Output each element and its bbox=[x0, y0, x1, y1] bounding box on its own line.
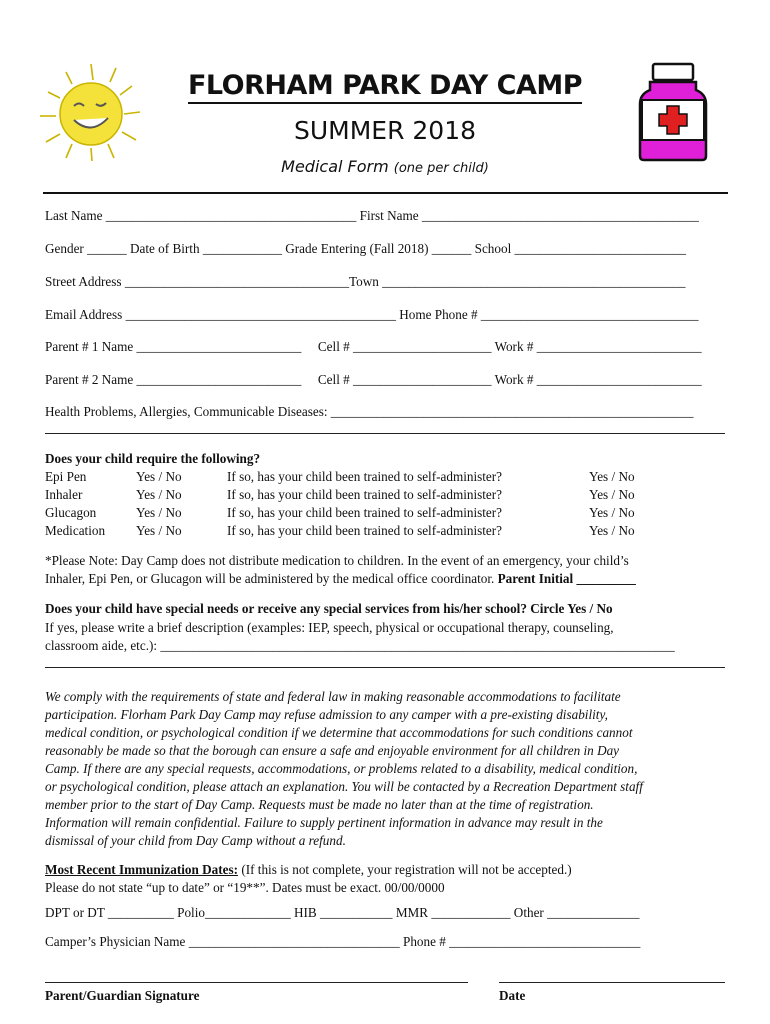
immunization-heading: Most Recent Immunization Dates: bbox=[45, 862, 239, 877]
medication-note-text: Inhaler, Epi Pen, or Glucagon will be administered by the medical office coordinator. bbox=[45, 571, 495, 586]
special-needs-line1: If yes, please write a brief description (examples: IEP, speech, physical or occupational therapy, counseling, bbox=[45, 620, 614, 635]
compliance-line: participation. Florham Park Day Camp may refuse admission to any camper with a pre-existing disability, bbox=[45, 707, 608, 722]
signature-label: Parent/Guardian Signature bbox=[45, 988, 200, 1003]
form-note: (one per child) bbox=[393, 161, 489, 176]
require-item-name: Epi Pen bbox=[45, 469, 87, 484]
compliance-line: medical condition, or psychological condition if we determine that accommodations for such conditions cannot bbox=[45, 725, 633, 740]
compliance-paragraph bbox=[45, 688, 643, 850]
date-line[interactable] bbox=[499, 982, 725, 983]
yes-no-choice[interactable]: Yes / No bbox=[136, 469, 182, 484]
date-label: Date bbox=[499, 988, 526, 1003]
compliance-line: or psychological condition, please attach an explanation. You will be contacted by a Recreation Department staff bbox=[45, 779, 643, 794]
gender-dob-school-fields[interactable]: Gender ______ Date of Birth ____________ Grade Entering (Fall 2018) ______ School __________________________ bbox=[45, 241, 686, 256]
name-fields[interactable]: Last Name ______________________________________ First Name __________________________________________ bbox=[45, 208, 699, 223]
require-heading: Does your child require the following? bbox=[45, 451, 261, 466]
yes-no-choice[interactable]: Yes / No bbox=[589, 505, 635, 520]
compliance-line: Information will remain confidential. Failure to supply pertinent information in advance may result in the bbox=[45, 815, 603, 830]
yes-no-choice[interactable]: Yes / No bbox=[589, 523, 635, 538]
immunization-heading-note: (If this is not complete, your registration will not be accepted.) bbox=[238, 862, 572, 877]
self-administer-question: If so, has your child been trained to self-administer? bbox=[227, 523, 503, 538]
yes-no-choice[interactable]: Yes / No bbox=[589, 469, 635, 484]
compliance-line: Camp. If there are any special requests, accommodations, or problems related to a disability, medical condition, bbox=[45, 761, 638, 776]
compliance-line: member prior to the start of Day Camp. Requests must be made no later than at the time of registration. bbox=[45, 797, 594, 812]
parent2-fields[interactable]: Parent # 2 Name _________________________ Cell # _____________________ Work # _________________________ bbox=[45, 372, 702, 387]
require-yes-no[interactable] bbox=[136, 468, 182, 540]
compliance-line: dismissal of your child from Day Camp without a refund. bbox=[45, 833, 346, 848]
physician-fields[interactable]: Camper’s Physician Name ________________________________ Phone # _____________________________ bbox=[45, 934, 641, 949]
compliance-line: We comply with the requirements of state and federal law in making reasonable accommodations to facilitate bbox=[45, 689, 621, 704]
require-item-name: Glucagon bbox=[45, 505, 97, 520]
yes-no-choice[interactable]: Yes / No bbox=[136, 523, 182, 538]
require-names bbox=[45, 468, 105, 540]
yes-no-choice[interactable]: Yes / No bbox=[136, 487, 182, 502]
immunization-date-fields[interactable]: DPT or DT __________ Polio_____________ HIB ___________ MMR ____________ Other ______________ bbox=[45, 905, 640, 920]
special-needs-heading: Does your child have special needs or receive any special services from his/her school? Circle Yes / No bbox=[45, 601, 613, 616]
self-administer-question: If so, has your child been trained to self-administer? bbox=[227, 487, 503, 502]
camp-title: FLORHAM PARK DAY CAMP bbox=[188, 70, 582, 104]
self-administer-question: If so, has your child been trained to self-administer? bbox=[227, 469, 503, 484]
special-needs-extra-line[interactable] bbox=[45, 667, 725, 668]
form-name-text: Medical Form bbox=[281, 157, 389, 176]
yes-no-choice[interactable]: Yes / No bbox=[589, 487, 635, 502]
address-fields[interactable]: Street Address __________________________________Town ______________________________________________ bbox=[45, 274, 686, 289]
self-administer-yes-no[interactable] bbox=[589, 468, 635, 540]
email-phone-fields[interactable]: Email Address _________________________________________ Home Phone # _________________________________ bbox=[45, 307, 699, 322]
header-divider bbox=[43, 192, 728, 194]
health-problems-field[interactable]: Health Problems, Allergies, Communicable Diseases: _______________________________________________________ bbox=[45, 404, 694, 419]
require-item-name: Inhaler bbox=[45, 487, 83, 502]
yes-no-choice[interactable]: Yes / No bbox=[136, 505, 182, 520]
parent1-fields[interactable]: Parent # 1 Name _________________________ Cell # _____________________ Work # _________________________ bbox=[45, 339, 702, 354]
medication-note-line1: *Please Note: Day Camp does not distribute medication to children. In the event of an emergency, your child’s bbox=[45, 553, 629, 568]
medication-note-line2 bbox=[45, 571, 636, 587]
immunization-instructions: Please do not state “up to date” or “19**”. Dates must be exact. 00/00/0000 bbox=[45, 880, 445, 895]
health-problems-extra-line[interactable] bbox=[45, 433, 725, 434]
self-administer-question: If so, has your child been trained to self-administer? bbox=[227, 505, 503, 520]
compliance-line: reasonably be made so that the borough can ensure a safe and enjoyable environment for all children in Day bbox=[45, 743, 620, 758]
page-subtitle: SUMMER 2018 bbox=[293, 116, 477, 145]
immunization-heading-line bbox=[45, 862, 572, 878]
require-questions bbox=[227, 468, 502, 540]
form-name bbox=[0, 157, 770, 176]
special-needs-description-field[interactable]: classroom aide, etc.): ______________________________________________________________________________ bbox=[45, 638, 675, 653]
page-title bbox=[0, 70, 770, 101]
signature-line[interactable] bbox=[45, 982, 468, 983]
require-item-name: Medication bbox=[45, 523, 106, 538]
parent-initial-field[interactable]: Parent Initial _________ bbox=[497, 571, 636, 586]
